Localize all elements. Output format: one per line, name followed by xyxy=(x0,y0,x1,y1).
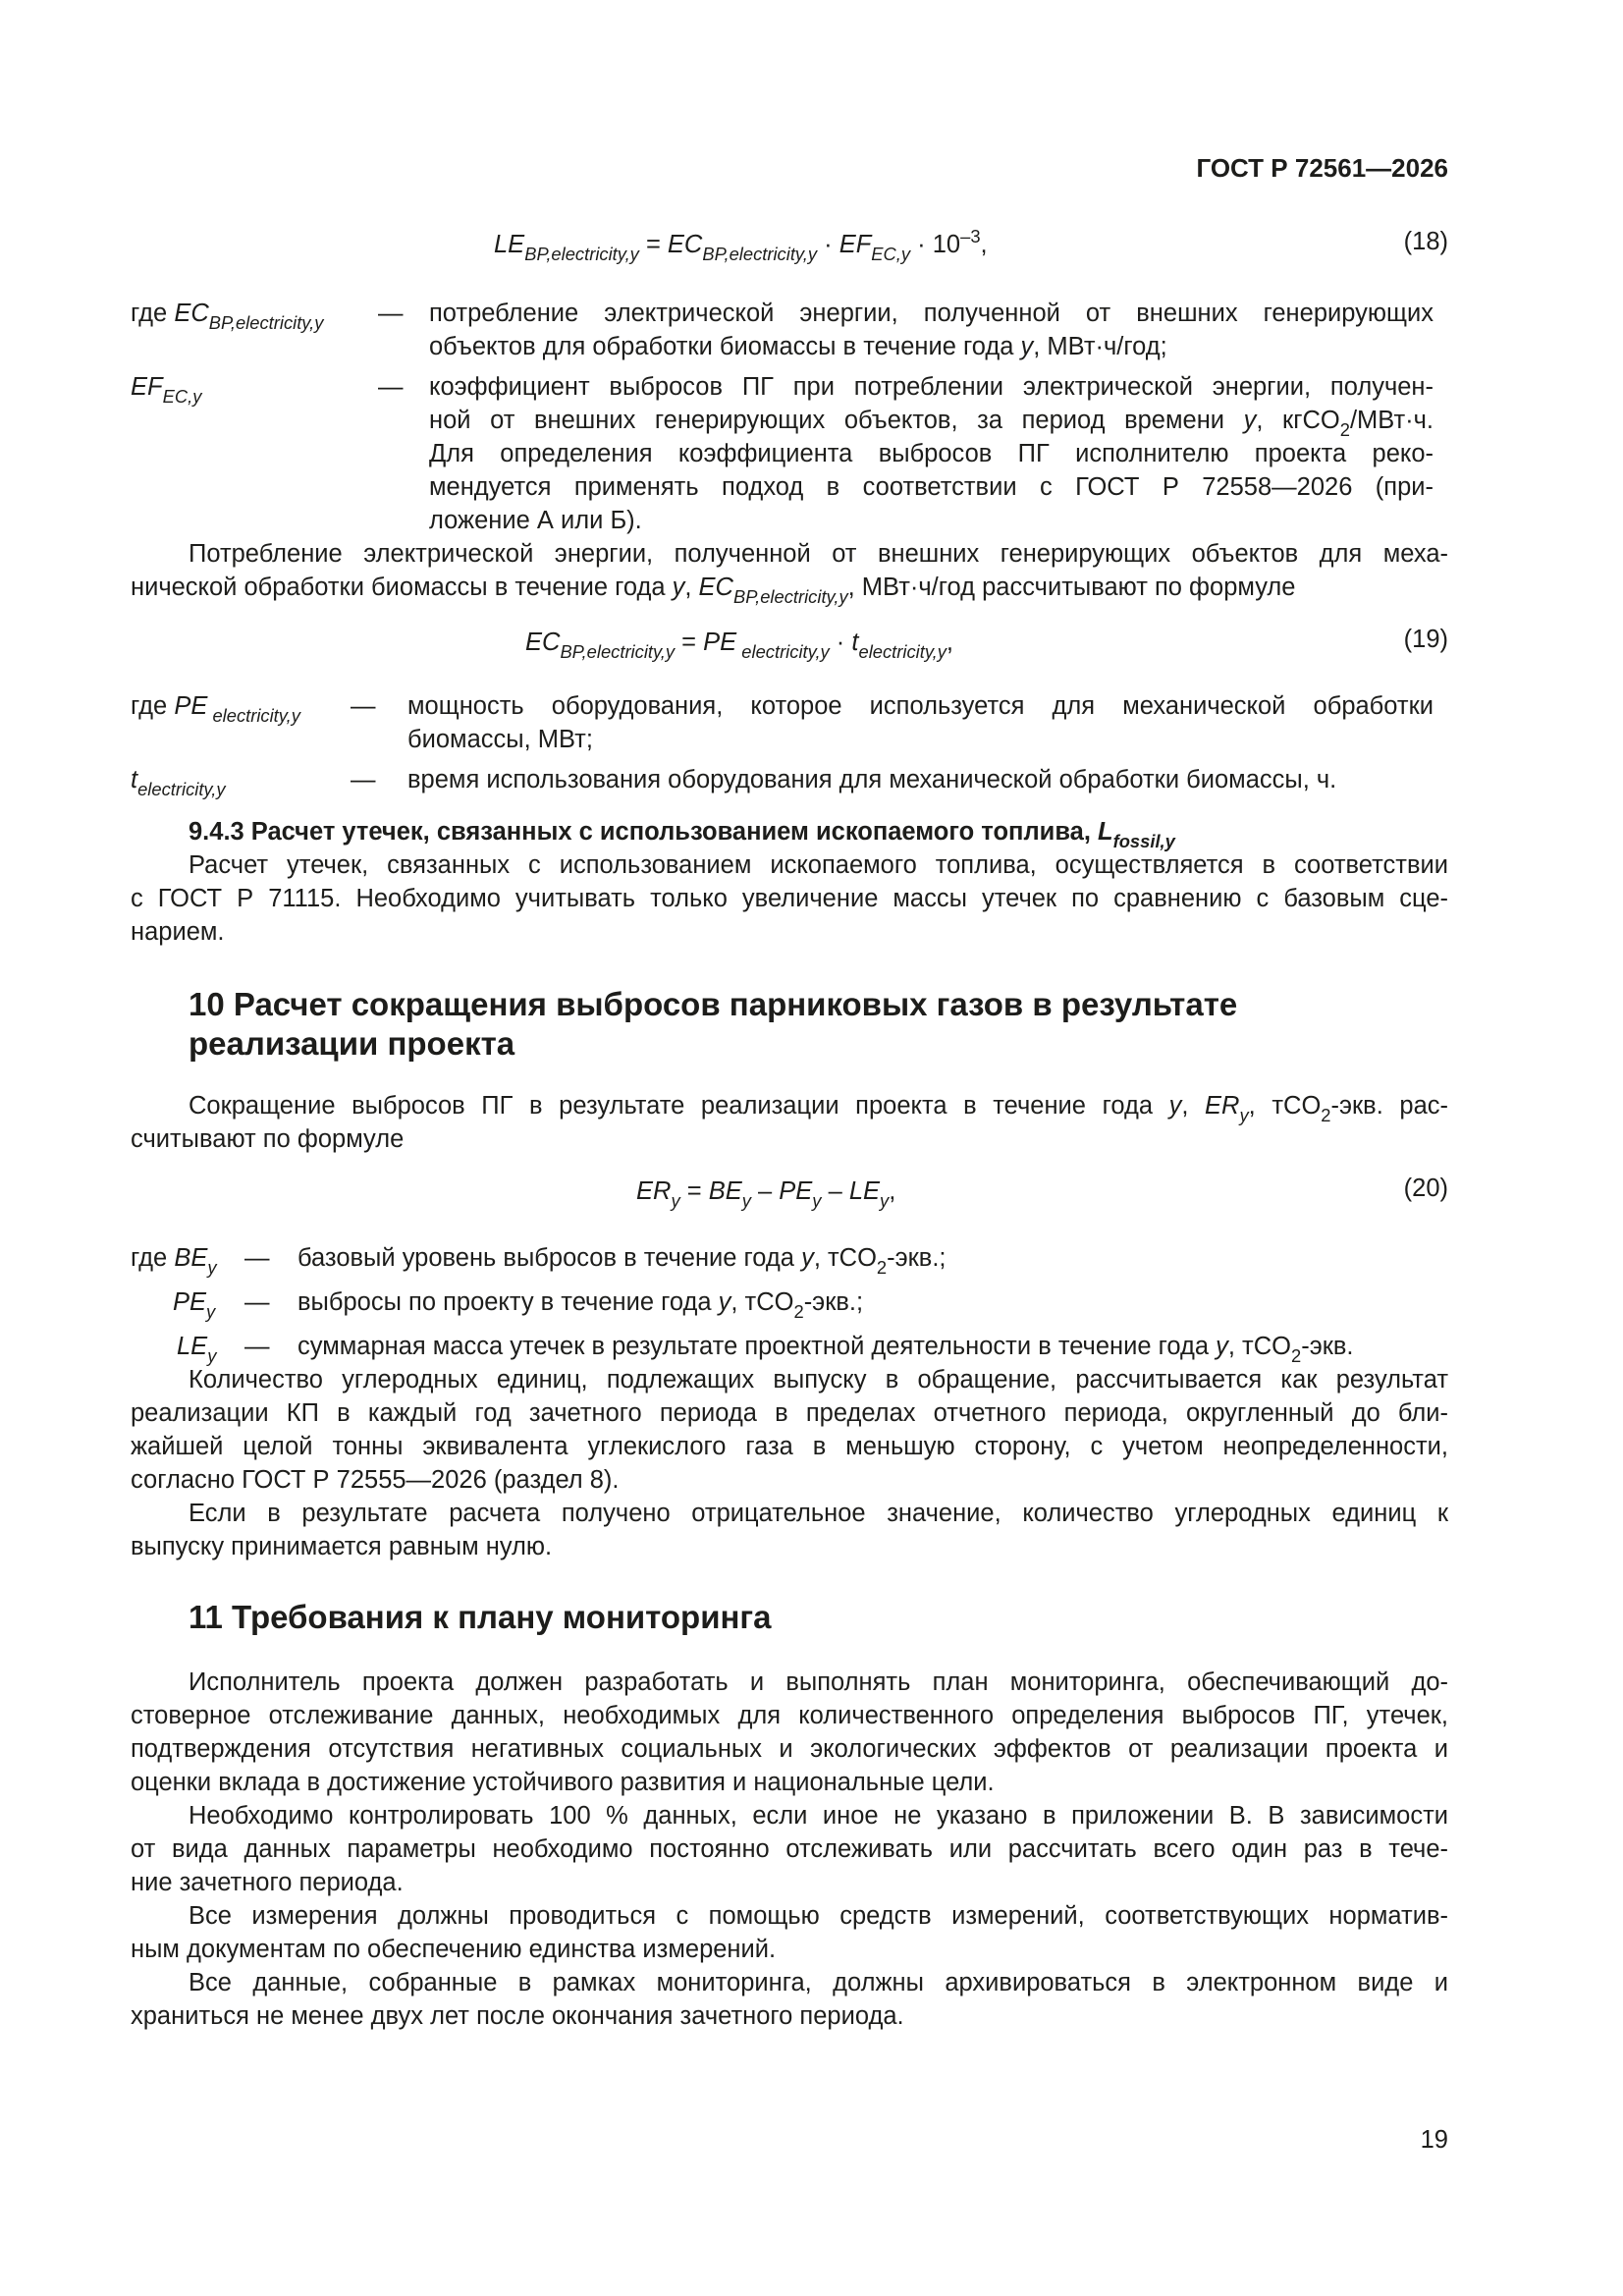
defs19-desc1-line2: биомассы, МВт; xyxy=(407,726,593,753)
sec11-p1-line1: Исполнитель проекта должен разработать и выполнять план мониторинга, обеспечивающий до- xyxy=(189,1668,1448,1696)
sec10-title-line2: реализации проекта xyxy=(189,1025,515,1062)
sec11-p4-line1: Все данные, собранные в рамках мониторинга, должны архивироваться в электронном виде и xyxy=(189,1969,1448,1996)
sec11-p2-line2: от вида данных параметры необходимо постоянно отслеживать или рассчитать всего один раз в тече- xyxy=(131,1835,1448,1863)
defs20-desc1: базовый уровень выбросов в течение года y, тCO$_2$-экв.; xyxy=(298,1244,947,1278)
para-negative-line1: Если в результате расчета получено отрицательное значение, количество углеродных единиц к xyxy=(189,1500,1448,1527)
sec943-heading: 9.4.3 Расчет утечек, связанных с использованием ископаемого топлива, $L_{fossil,y}$ xyxy=(189,818,1175,851)
page-number: 19 xyxy=(1420,2126,1448,2154)
defs18-desc2-line3: Для определения коэффициента выбросов ПГ исполнителю проекта реко- xyxy=(429,440,1434,467)
sec10-intro-line1: Сокращение выбросов ПГ в результате реализации проекта в течение года y, $ER_y$, тCO$_2$-экв. рас- xyxy=(189,1092,1449,1125)
defs19-desc1-line1: мощность оборудования, которое используется для механической обработки xyxy=(407,692,1434,720)
defs18-desc2-line4: мендуется применять подход в соответствии с ГОСТ Р 72558—2026 (при- xyxy=(429,473,1434,501)
sec943-line1: Расчет утечек, связанных с использованием ископаемого топлива, осуществляется в соответствии xyxy=(189,851,1448,879)
equation-19-number: (19) xyxy=(1403,626,1448,653)
defs19-term2: $t_{electricity,y}$ xyxy=(131,766,226,799)
defs18-dash1: — xyxy=(378,300,404,327)
defs19-term1: где PE $_{electricity,y}$ xyxy=(131,692,300,726)
defs18-dash2: — xyxy=(378,373,404,401)
para-units-line3: жайшей целой тонны эквивалента углекислого газа в меньшую сторону, с учетом неопределенности, xyxy=(131,1433,1448,1460)
eq18-lhs: LE xyxy=(494,231,525,258)
para-power-line2: нической обработки биомассы в течение года y, $EC_{BP,electricity,y}$, МВт·ч/год рассчитывают по формуле xyxy=(131,574,1296,607)
defs20-dash3: — xyxy=(244,1333,270,1360)
defs19-dash1: — xyxy=(351,692,376,720)
equation-19: $EC_{BP,electricity,y}$ = PE $_{electricity,y} \cdot t_{electricity,y}$, xyxy=(525,629,954,662)
defs20-dash2: — xyxy=(244,1288,270,1316)
para-negative-line2: выпуску принимается равным нулю. xyxy=(131,1533,553,1560)
sec11-p3-line1: Все измерения должны проводиться с помощью средств измерений, соответствующих норматив- xyxy=(189,1902,1448,1930)
equation-18-number: (18) xyxy=(1403,228,1448,255)
defs20-term2: $PE_y$ xyxy=(173,1288,216,1322)
sec10-title-line1: 10 Расчет сокращения выбросов парниковых газов в результате xyxy=(189,986,1238,1022)
defs18-desc1-line1: потребление электрической энергии, полученной от внешних генерирующих xyxy=(429,300,1434,327)
sec11-title: 11 Требования к плану мониторинга xyxy=(189,1599,772,1635)
sec11-p2-line3: ние зачетного периода. xyxy=(131,1869,404,1896)
defs18-desc1-line2: объектов для обработки биомассы в течение года y, МВт·ч/год; xyxy=(429,333,1167,360)
defs18-desc2-line2: ной от внешних генерирующих объектов, за период времени y, кгCO$_2$/МВт·ч. xyxy=(429,407,1434,440)
sec11-p2-line1: Необходимо контролировать 100 % данных, если иное не указано в приложении В. В зависимости xyxy=(189,1802,1448,1830)
sec11-p3-line2: ным документам по обеспечению единства измерений. xyxy=(131,1936,777,1963)
equation-18: $LE_{BP,electricity,y} = EC_{BP,electricity,y} \cdot EF_{EC,y} \cdot 10^{-3}$, xyxy=(494,225,988,264)
sec11-p1-line4: оценки вклада в достижение устойчивого развития и национальные цели. xyxy=(131,1769,995,1796)
defs19-desc2-line1: время использования оборудования для механической обработки биомассы, ч. xyxy=(407,766,1337,793)
equation-20-number: (20) xyxy=(1403,1175,1448,1202)
para-units-line1: Количество углеродных единиц, подлежащих выпуску в обращение, рассчитывается как результат xyxy=(189,1366,1448,1394)
sec11-p1-line3: подтверждения отсутствия негативных социальных и экологических эффектов от реализации проекта и xyxy=(131,1735,1448,1763)
para-units-line2: реализации КП в каждый год зачетного периода в пределах отчетного периода, округленный до бли- xyxy=(131,1399,1448,1427)
sec11-p4-line2: храниться не менее двух лет после окончания зачетного периода. xyxy=(131,2002,904,2030)
defs19-dash2: — xyxy=(351,766,376,793)
defs20-term1: где $BE_y$ xyxy=(131,1244,217,1278)
page-header-standard: ГОСТ Р 72561—2026 xyxy=(1196,153,1448,183)
defs20-term3: $LE_y$ xyxy=(177,1333,217,1366)
sec10-intro-line2: считывают по формуле xyxy=(131,1125,405,1153)
para-units-line4: согласно ГОСТ Р 72555—2026 (раздел 8). xyxy=(131,1466,620,1494)
defs20-desc3: суммарная масса утечек в результате проектной деятельности в течение года y, тCO$_2$-экв. xyxy=(298,1333,1354,1366)
defs18-term1: где $EC_{BP,electricity,y}$ xyxy=(131,300,324,333)
sec943-line3: нарием. xyxy=(131,918,225,946)
sec943-line2: с ГОСТ Р 71115. Необходимо учитывать только увеличение массы утечек по сравнению с базовым сце- xyxy=(131,885,1448,912)
equation-20: $ER_y = BE_y - PE_y - LE_y$, xyxy=(636,1177,896,1211)
defs18-term2: $EF_{EC,y}$ xyxy=(131,373,202,407)
defs18-desc2-line1: коэффициент выбросов ПГ при потреблении электрической энергии, получен- xyxy=(429,373,1434,401)
defs20-dash1: — xyxy=(244,1244,270,1272)
para-power-line1: Потребление электрической энергии, полученной от внешних генерирующих объектов для меха- xyxy=(189,540,1448,568)
sec11-p1-line2: стоверное отслеживание данных, необходимых для количественного определения выбросов ПГ, утечек, xyxy=(131,1702,1448,1729)
defs18-desc2-line5: ложение А или Б). xyxy=(429,507,642,534)
defs20-desc2: выбросы по проекту в течение года y, тCO$_2$-экв.; xyxy=(298,1288,864,1322)
